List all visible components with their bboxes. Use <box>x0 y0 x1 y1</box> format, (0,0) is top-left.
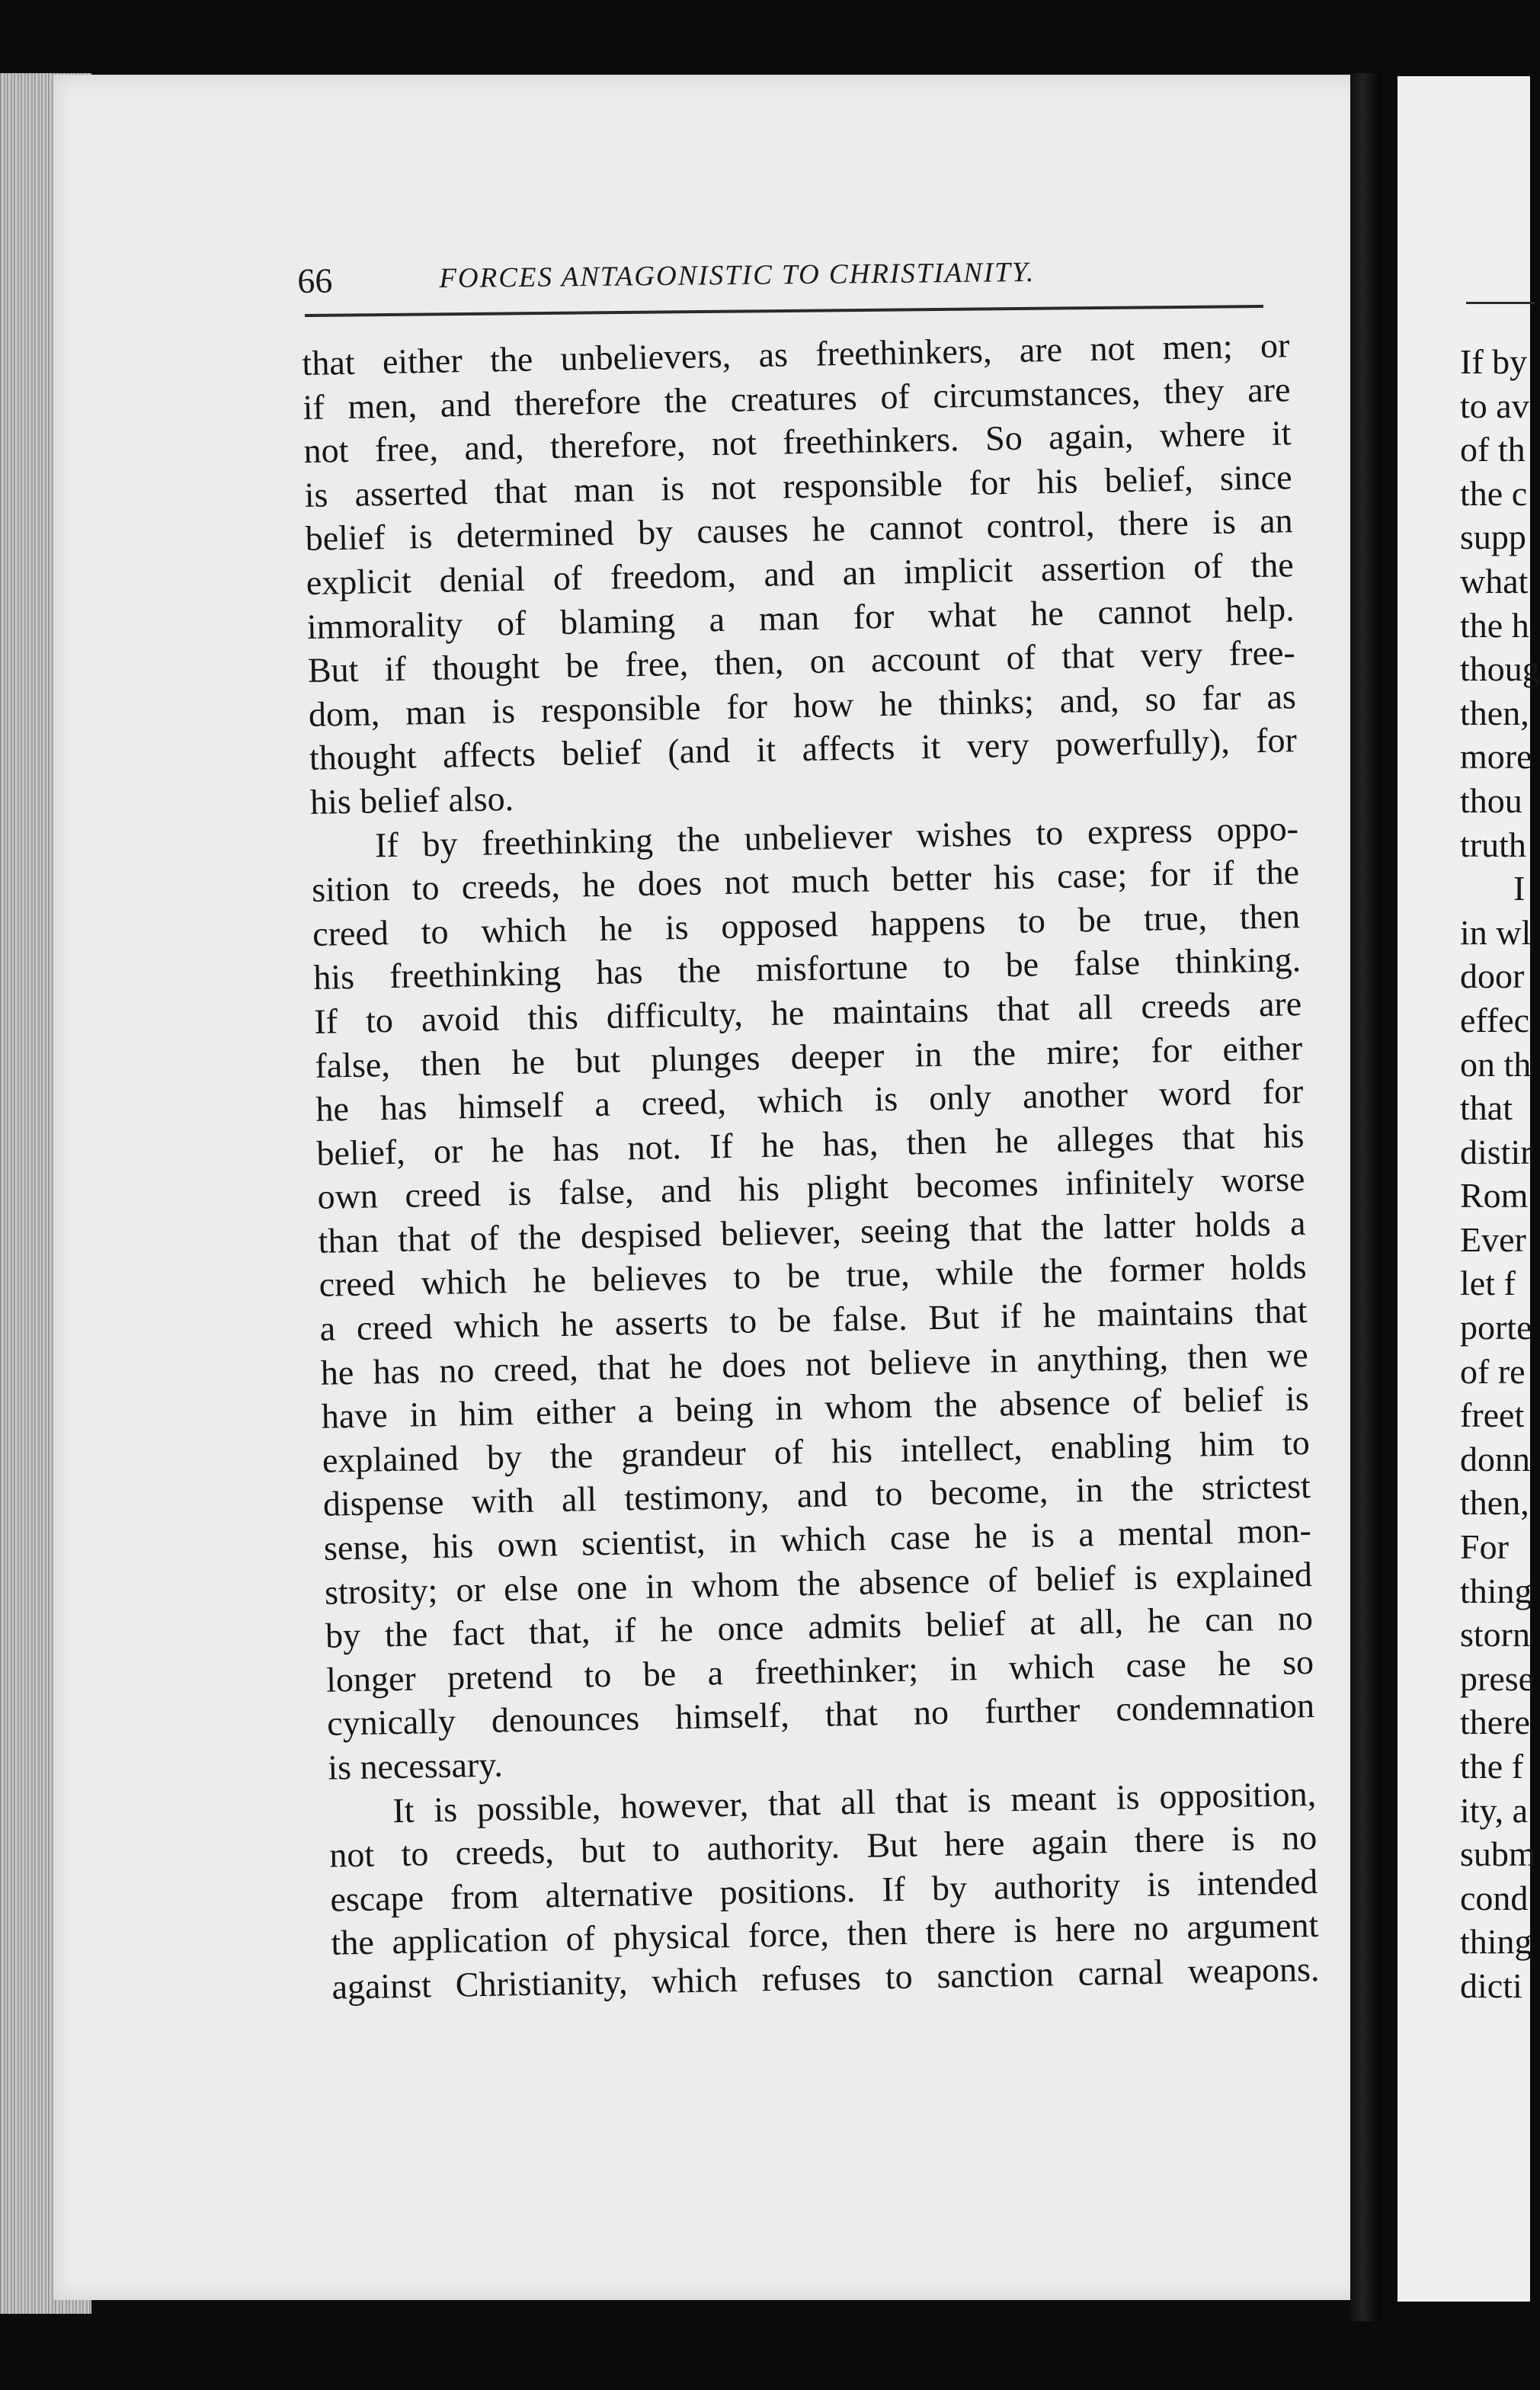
facing-text-line: thing <box>1460 1922 1532 1962</box>
text-line: escape from alternative positions. If by authority is intended <box>329 1861 1318 1919</box>
text-line: immorality of blaming a man for what he cannot help. <box>306 588 1295 646</box>
facing-text-line: prese <box>1460 1658 1535 1698</box>
facing-text-line: then, <box>1460 1483 1529 1523</box>
text-line: the application of physical force, then there is here no argument <box>331 1905 1319 1963</box>
text-line: than that of the despised believer, seeing that the latter holds a <box>318 1203 1306 1261</box>
facing-text-line: ity, a <box>1460 1790 1528 1830</box>
text-line: creed which he believes to be true, while the former holds <box>319 1247 1307 1305</box>
facing-text-line: thou <box>1460 780 1522 820</box>
facing-text-line: storn <box>1460 1615 1530 1655</box>
facing-text-line: effec <box>1460 1000 1530 1040</box>
facing-page-text <box>1460 340 1540 2008</box>
facing-text-line: then, <box>1460 693 1529 732</box>
text-line: not to creeds, but to authority. But here again there is no <box>328 1818 1317 1875</box>
text-line: his belief also. <box>309 778 514 822</box>
text-line: his freethinking has the misfortune to be false thinking. <box>312 940 1301 998</box>
facing-text-line: freet <box>1460 1395 1525 1435</box>
facing-text-line: to av <box>1460 386 1529 425</box>
facing-text-line: supp <box>1460 517 1526 557</box>
facing-text-line: the f <box>1460 1747 1524 1786</box>
text-line: is necessary. <box>327 1744 504 1787</box>
text-line: sense, his own scientist, in which case he is a mental mon- <box>323 1511 1312 1568</box>
text-line: have in him either a being in whom the absence of belief is <box>321 1379 1310 1437</box>
facing-text-line: I <box>1513 869 1526 908</box>
facing-text-line: distir <box>1460 1132 1532 1171</box>
text-line: It is possible, however, that all that is meant is opposition, <box>392 1773 1317 1830</box>
facing-text-line: in wl <box>1460 912 1532 952</box>
body-text <box>302 323 1320 2009</box>
text-line: explained by the grandeur of his intellect, enabling him to <box>322 1422 1311 1480</box>
text-line: he has himself a creed, which is only another word for <box>315 1072 1304 1129</box>
facing-page <box>1398 76 1540 2302</box>
text-line: But if thought be free, then, on account of that very free- <box>307 633 1296 690</box>
text-line: belief is determined by causes he cannot control, there is an <box>305 501 1293 559</box>
text-line: creed to which he is opposed happens to be true, then <box>312 895 1301 953</box>
text-line: If by freethinking the unbeliever wishes to express oppo- <box>374 808 1299 864</box>
facing-text-line: there <box>1460 1703 1530 1742</box>
facing-text-line: of re <box>1460 1351 1526 1391</box>
text-line: a creed which he asserts to be false. But if he maintains that <box>319 1291 1308 1348</box>
page-header <box>297 246 1266 309</box>
book-gutter <box>1350 73 1381 2321</box>
facing-text-line: donn <box>1460 1439 1530 1479</box>
facing-text-line: truth <box>1460 825 1526 864</box>
facing-text-line: cond <box>1460 1878 1529 1917</box>
text-line: that either the unbelievers, as freethinkers, are not men; or <box>302 325 1290 383</box>
facing-text-line: Rom <box>1460 1176 1529 1216</box>
text-line: by the fact that, if he once admits belief at all, he can no <box>325 1598 1314 1655</box>
text-line: strosity; or else one in whom the absence of belief is explained <box>324 1554 1313 1612</box>
facing-text-line: dicti <box>1460 1966 1522 2005</box>
facing-text-line: that <box>1460 1088 1513 1128</box>
facing-text-line: porte <box>1460 1308 1532 1347</box>
page-number: 66 <box>297 261 333 300</box>
running-head: FORCES ANTAGONISTIC TO CHRISTIANITY. <box>439 256 1036 295</box>
facing-text-line: thoug <box>1460 649 1540 689</box>
text-line: longer pretend to be a freethinker; in which case he so <box>325 1642 1314 1700</box>
facing-text-line: let f <box>1460 1264 1516 1303</box>
facing-text-line: on th <box>1460 1044 1532 1084</box>
facing-text-line: the h <box>1460 605 1529 645</box>
facing-text-line: of th <box>1460 430 1526 469</box>
facing-text-line: the c <box>1460 473 1528 513</box>
facing-header-rule <box>1466 302 1535 304</box>
facing-text-line: what <box>1460 561 1529 601</box>
text-line: thought affects belief (and it affects it very powerfully), for <box>309 720 1298 778</box>
text-line: is asserted that man is not responsible for his belief, since <box>304 457 1292 514</box>
text-line: dom, man is responsible for how he thinks; and, so far as <box>308 676 1297 734</box>
text-line: not free, and, therefore, not freethinkers. So again, where it <box>303 413 1292 471</box>
facing-text-line: If by <box>1460 342 1528 381</box>
text-line: if men, and therefore the creatures of circumstances, they are <box>303 369 1291 427</box>
facing-text-line: more <box>1460 737 1532 777</box>
text-line: explicit denial of freedom, and an implicit assertion of the <box>306 545 1295 602</box>
facing-text-line: door <box>1460 956 1525 996</box>
text-line: If to avoid this difficulty, he maintains that all creeds are <box>313 984 1302 1041</box>
facing-text-line: thing <box>1460 1571 1532 1610</box>
text-line: against Christianity, which refuses to sanction carnal weapons. <box>331 1949 1320 2007</box>
facing-text-line: Ever <box>1460 1219 1526 1259</box>
text-line: false, then he but plunges deeper in the mire; for either <box>314 1027 1303 1085</box>
text-line: belief, or he has not. If he has, then he alleges that his <box>316 1115 1305 1173</box>
text-line: sition to creeds, he does not much better his case; for if the <box>311 852 1300 909</box>
facing-text-line: For <box>1460 1527 1509 1567</box>
text-line: cynically denounces himself, that no further condemnation <box>326 1686 1315 1744</box>
text-line: own creed is false, and his plight becomes infinitely worse <box>317 1159 1305 1217</box>
text-line: he has no creed, that he does not believe in anything, then we <box>320 1334 1309 1392</box>
facing-text-line: subm <box>1460 1834 1536 1874</box>
text-line: dispense with all testimony, and to become, in the strictest <box>322 1466 1311 1524</box>
